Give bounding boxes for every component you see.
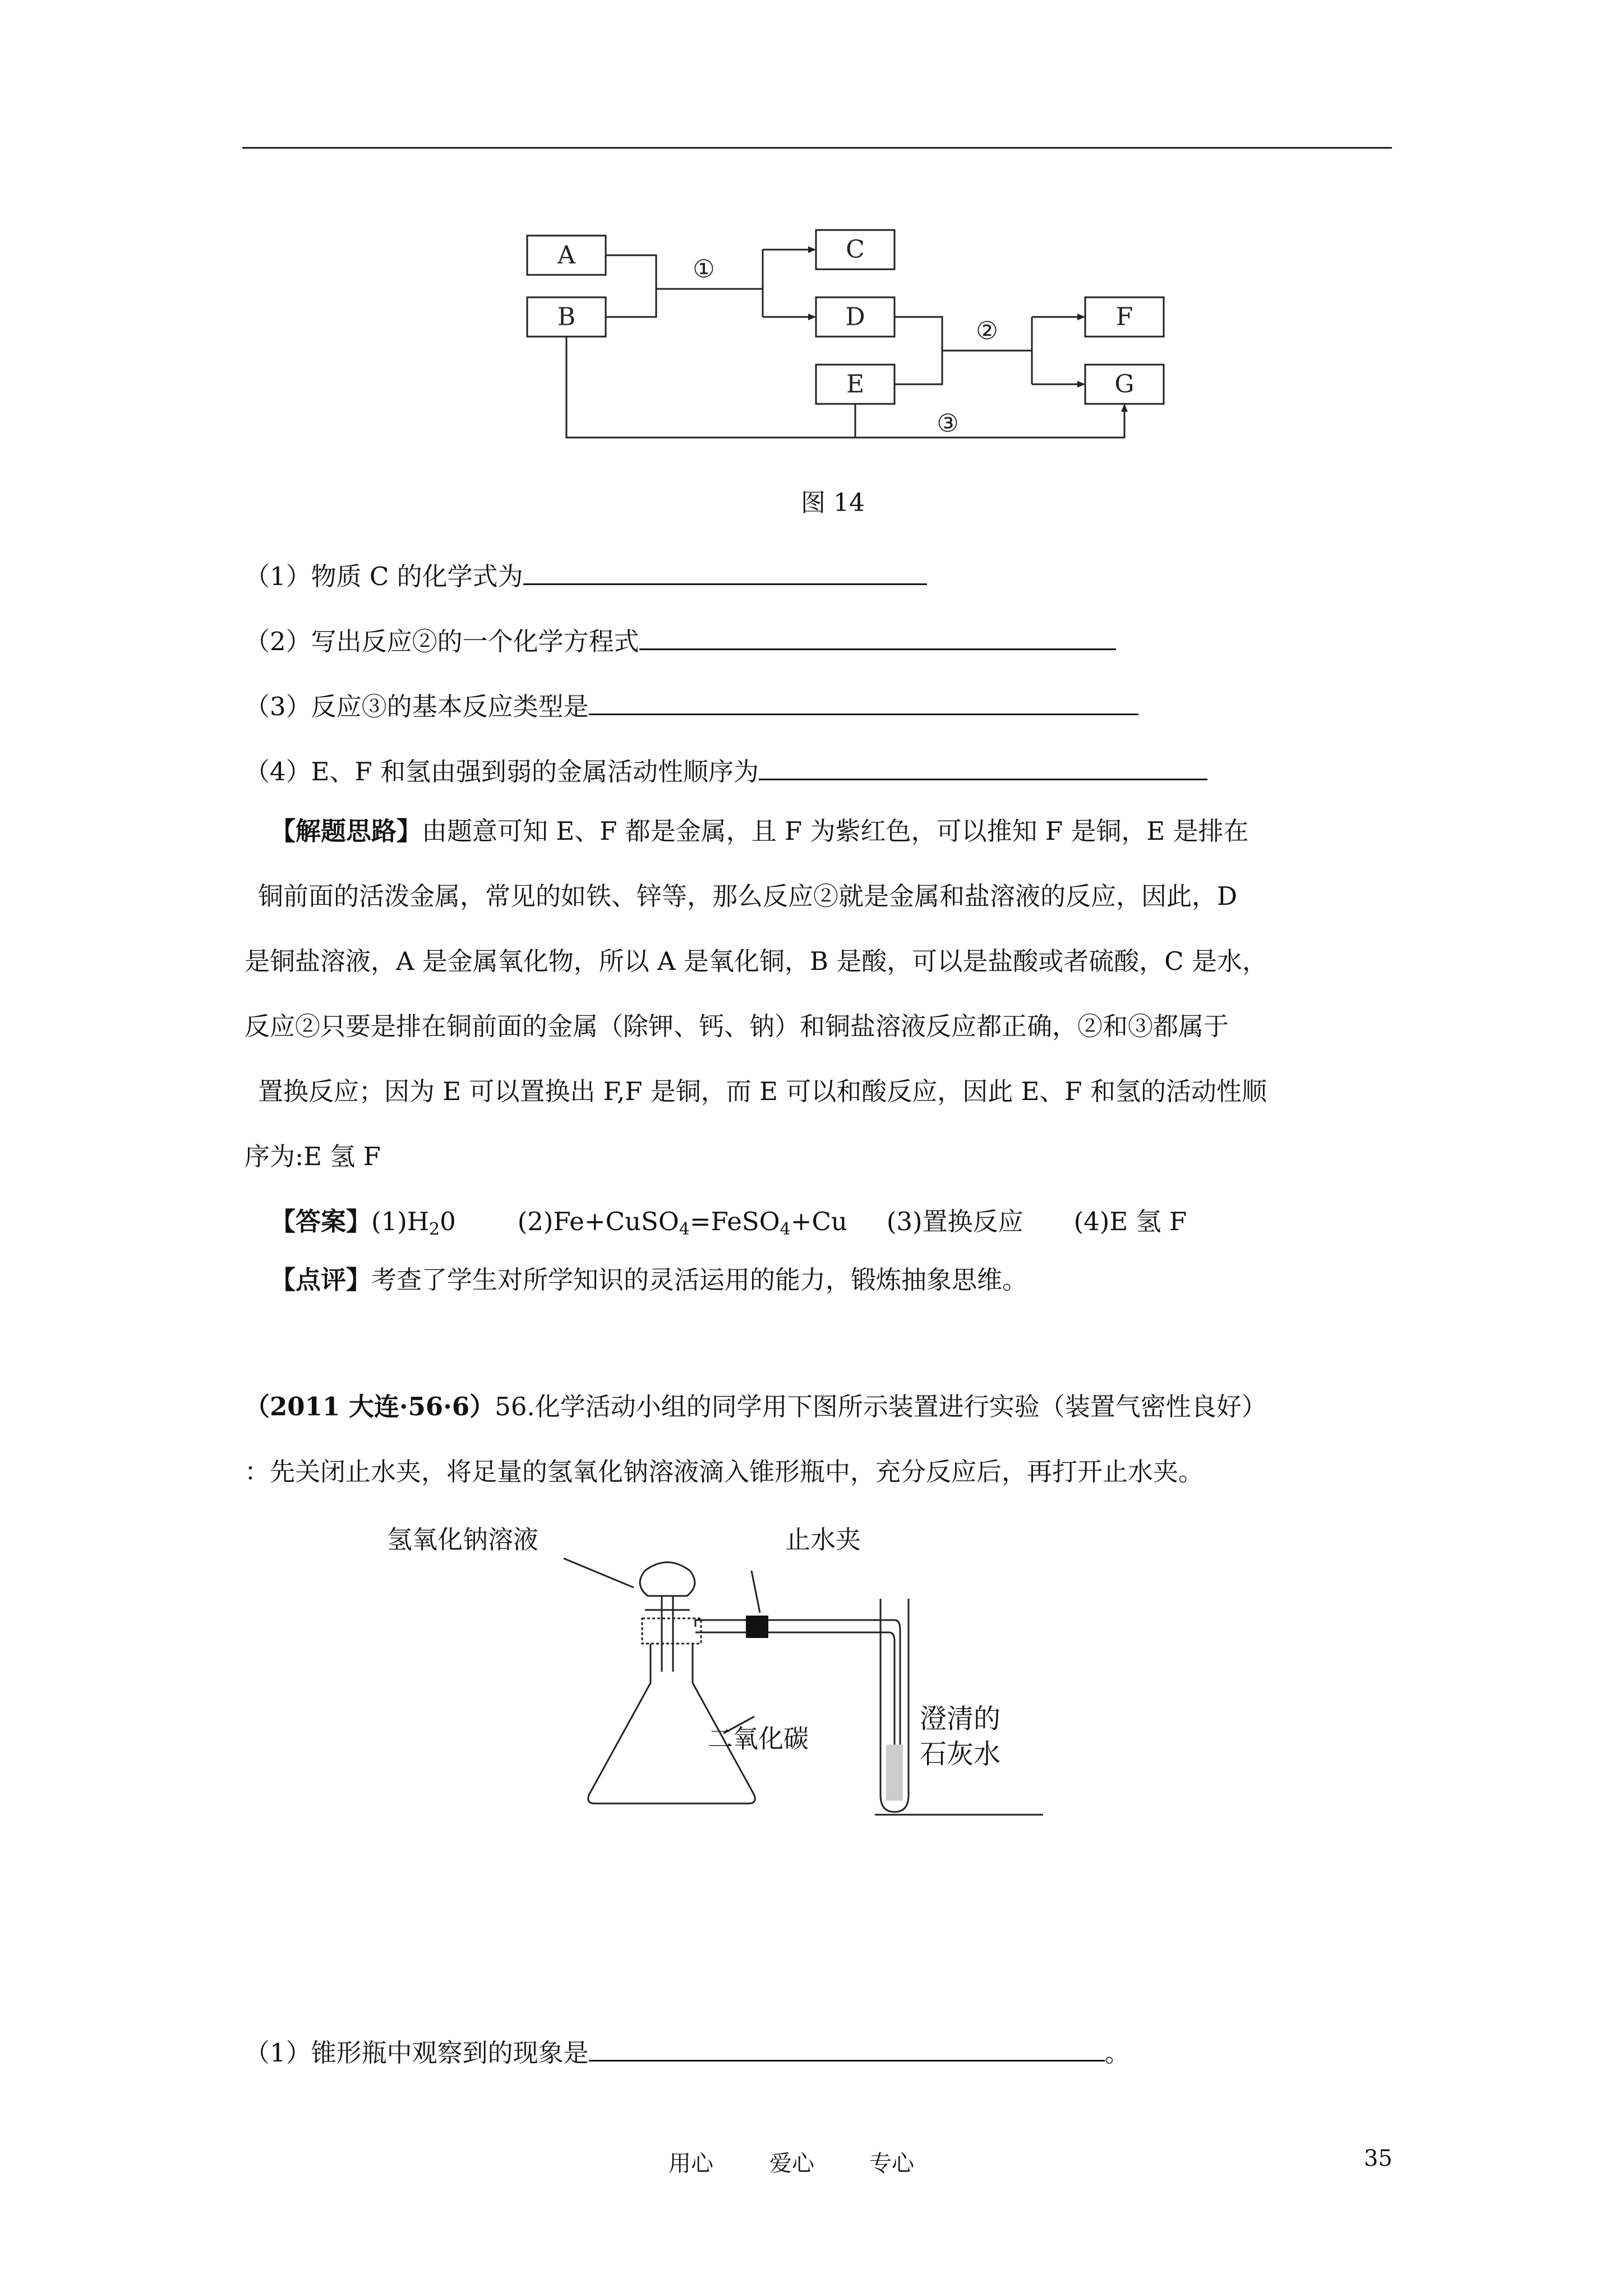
analysis-line-6: 序为:E 氢 F [245,1142,381,1171]
answer-blank-2-1[interactable] [589,2035,1105,2062]
reaction-2-label: ② [976,316,998,346]
question2-1-suffix: 。 [1104,2038,1130,2068]
box-d-label: D [845,302,865,332]
analysis-line-3: 是铜盐溶液，A 是金属氧化物，所以 A 是氧化铜，B 是酸，可以是盐酸或者硫酸，C 是水， [245,946,1268,976]
question-1 [245,559,927,593]
reaction-1-label: ① [693,255,715,284]
naoh-label: 氢氧化钠溶液 [387,1525,539,1554]
problem2-line-1 [245,1390,1267,1424]
funnel-bulb [640,1562,695,1596]
analysis-text-1: 由题意可知 E、F 都是金属，且 F 为紫红色，可以推知 F 是铜，E 是排在 [422,816,1249,846]
answer-heading: 【答案】 [270,1207,372,1236]
page-number: 35 [1364,2146,1393,2171]
co2-label: 二氧化碳 [708,1724,809,1754]
question-3 [245,689,1138,724]
clamp-leader [751,1571,760,1613]
question-2 [245,624,1116,659]
comment-text: 考查了学生对所学知识的灵活运用的能力，锻炼抽象思维。 [371,1265,1028,1295]
analysis-heading: 【解题思路】 [270,816,422,846]
question-1-text: （1）物质 C 的化学式为 [245,562,523,591]
answer-blank-1[interactable] [523,559,927,585]
footer-item-3: 专心 [869,2151,914,2177]
box-c-label: C [846,235,865,264]
clamp-label: 止水夹 [785,1525,861,1554]
box-e-label: E [846,370,865,399]
problem2-source: （2011 大连·56·6） [245,1392,495,1421]
box-a-label: A [557,241,575,270]
answer-4: (4)E 氢 F [1073,1207,1187,1236]
analysis-line-1 [270,815,1249,848]
question2-1-text: （1）锥形瓶中观察到的现象是 [245,2038,589,2068]
reaction-3-label: ③ [937,409,959,438]
figure-caption: 图 14 [801,489,865,517]
flask-stopper [642,1618,701,1644]
limewater-label-2: 石灰水 [920,1738,1001,1770]
footer-item-1: 用心 [668,2151,713,2177]
question2-1 [245,2035,1130,2070]
box-b-label: B [557,302,576,332]
footer-item-2: 爱心 [769,2151,814,2177]
comment-heading: 【点评】 [270,1265,372,1295]
answer-line [270,1205,1187,1239]
header-rule [242,147,1392,149]
question-2-text: （2）写出反应②的一个化学方程式 [245,627,639,656]
reaction-diagram [505,219,1178,454]
answer-blank-4[interactable] [759,754,1207,780]
box-g-label: G [1114,370,1135,399]
comment-line [270,1263,1027,1297]
box-f-label: F [1115,302,1133,332]
answer-blank-2[interactable] [639,624,1116,650]
analysis-line-4: 反应②只要是排在铜前面的金属（除钾、钙、钠）和铜盐溶液反应都正确，②和③都属于 [245,1011,1229,1041]
limewater-label-1: 澄清的 [920,1703,1001,1734]
apparatus-diagram [561,1554,1043,1818]
answer-1: $(1)H_20$ [371,1207,456,1239]
question-4 [245,754,1207,789]
limewater [886,1745,903,1801]
naoh-leader [564,1558,634,1588]
question-4-text: （4）E、F 和氢由强到弱的金属活动性顺序为 [245,757,759,786]
analysis-line-2: 铜前面的活泼金属，常见的如铁、锌等，那么反应②就是金属和盐溶液的反应，因此，D [258,881,1238,911]
question-3-text: （3）反应③的基本反应类型是 [245,692,589,721]
answer-3: (3)置换反应 [886,1207,1023,1236]
problem2-line-2: ：先关闭止水夹，将足量的氢氧化钠溶液滴入锥形瓶中，充分反应后，再打开止水夹。 [245,1457,1204,1487]
funnel-stem [662,1596,673,1672]
analysis-line-5: 置换反应；因为 E 可以置换出 F,F 是铜，而 E 可以和酸反应，因此 E、F 和氢的活动性顺 [258,1076,1267,1106]
water-clamp [746,1616,768,1638]
answer-blank-3[interactable] [589,689,1138,715]
answer-2: (2)Fe+CuSO$_4$=FeSO$_4$+Cu [517,1207,847,1239]
problem2-text-1: 56.化学活动小组的同学用下图所示装置进行实验（装置气密性良好） [495,1392,1267,1421]
